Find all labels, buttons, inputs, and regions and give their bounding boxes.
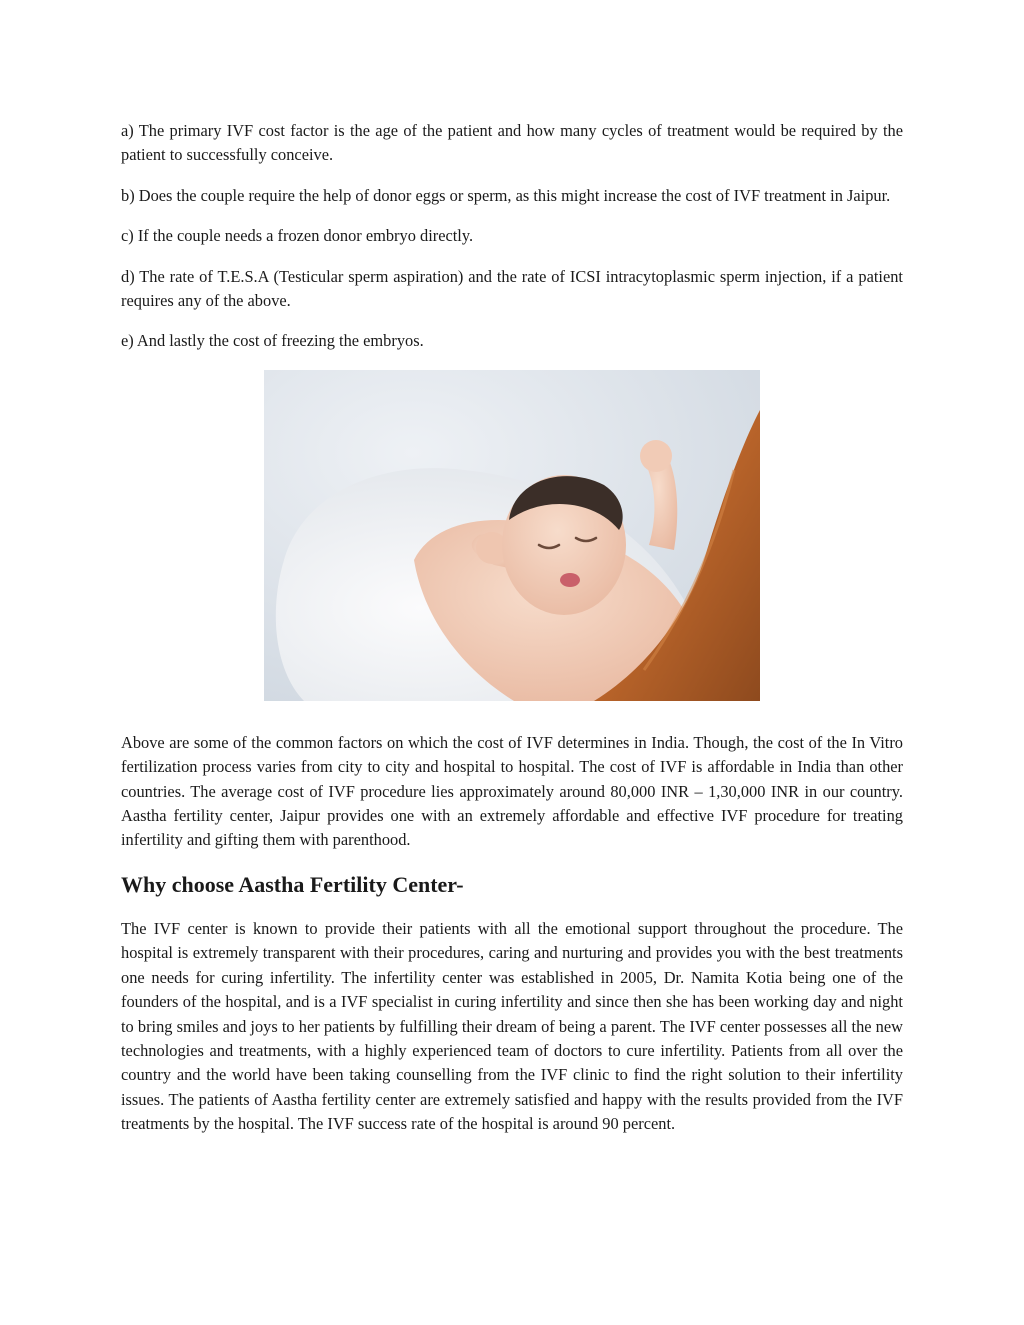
- cost-summary: Above are some of the common factors on which the cost of IVF determines in India. Though, the cost of the In Vitro fertilization process varies from city to city and hospital to hospital. The cost of IVF is affordable in India than other countries. The average cost of IVF procedure lies approximately around 80,000 INR – 1,30,000 INR in our country. Aastha fertility center, Jaipur provides one with an extremely affordable and effective IVF procedure for treating infertility and gifting them with parenthood.: [121, 732, 903, 850]
- factor-c: c) If the couple needs a frozen donor embryo directly.: [121, 226, 474, 246]
- factor-e: e) And lastly the cost of freezing the embryos.: [121, 331, 424, 351]
- factor-b: b) Does the couple require the help of donor eggs or sperm, as this might increase the cost of IVF treatment in Jaipur.: [121, 185, 891, 205]
- document-page: [121, 119, 903, 1153]
- factor-d: d) The rate of T.E.S.A (Testicular sperm aspiration) and the rate of ICSI intracytoplasmic sperm injection, if a patient requires any of the above.: [121, 266, 903, 311]
- factor-a: a) The primary IVF cost factor is the age of the patient and how many cycles of treatment would be required by the patient to successfully conceive.: [121, 121, 903, 165]
- newborn-photo: [264, 370, 760, 701]
- section-body: The IVF center is known to provide their patients with all the emotional support throughout the procedure. The hospital is extremely transparent with their procedures, caring and nurturing and provides you with the best treatments one needs for curing infertility. The infertility center was established in 2005, Dr. Namita Kotia being one of the founders of the hospital, and is a IVF specialist in curing infertility and since then she has been working day and night to bring smiles and joys to her patients by fulfilling their dream of being a parent. The IVF center possesses all the new technologies and treatments, with a highly experienced team of doctors to cure infertility. Patients from all over the country and the world have been taking counselling from the IVF clinic to find the right solution to their infertility issues. The patients of Aastha fertility center are extremely satisfied and happy with the results provided from the IVF treatments by the hospital. The IVF success rate of the hospital is around 90 percent.: [121, 918, 903, 1134]
- sleeping-newborn-icon: [264, 370, 760, 701]
- section-heading: Why choose Aastha Fertility Center-: [121, 871, 464, 897]
